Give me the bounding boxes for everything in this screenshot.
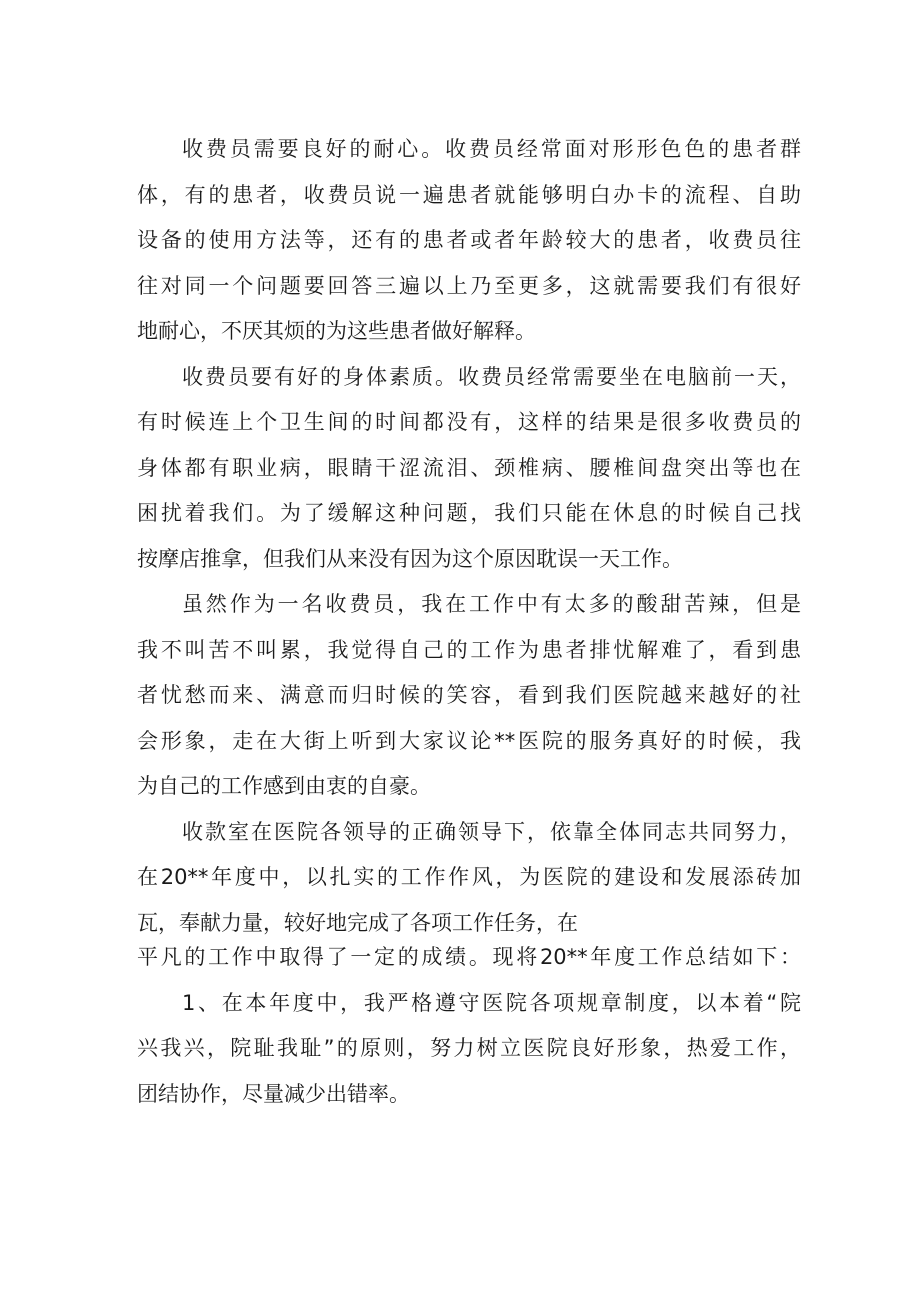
paragraph-line: 者忧愁而来、满意而归时候的笑容，看到我们医院越来越好的社 — [137, 683, 801, 707]
paragraph-line: 我不叫苦不叫累，我觉得自己的工作为患者排忧解难了，看到患 — [137, 637, 801, 662]
paragraph-line: 有时候连上个卫生间的时间都没有，这样的结果是很多收费员的 — [137, 410, 801, 434]
paragraph-line: 困扰着我们。为了缓解这种问题，我们只能在休息的时候自己找 — [137, 501, 801, 525]
paragraph-line: 身体都有职业病，眼睛干涩流泪、颈椎病、腰椎间盘突出等也在 — [137, 455, 801, 480]
paragraph-line: 在20**年度中，以扎实的工作作风，为医院的建设和发展添砖加 — [137, 865, 801, 889]
paragraph-item-1 — [137, 981, 801, 1118]
paragraph-line: 兴我兴，院耻我耻”的原则，努力树立医院良好形象，热爱工作， — [137, 1036, 801, 1060]
paragraph-annual-summary — [137, 810, 801, 981]
paragraph-line: 团结协作，尽量减少出错率。 — [137, 1081, 410, 1106]
paragraph-line: 按摩店推拿，但我们从来没有因为这个原因耽误一天工作。 — [137, 546, 683, 571]
paragraph-line: 地耐心，不厌其烦的为这些患者做好解释。 — [137, 319, 536, 343]
paragraph-line: 会形象，走在大街上听到大家议论**医院的服务真好的时候，我 — [137, 728, 801, 753]
paragraph-line: 收款室在医院各领导的正确领导下，依靠全体同志共同努力， — [182, 819, 801, 844]
paragraph-line: 收费员需要良好的耐心。收费员经常面对形形色色的患者群 — [182, 137, 801, 161]
document-body — [137, 127, 801, 1117]
paragraph-patience — [137, 127, 801, 355]
paragraph-line: 收费员要有好的身体素质。收费员经常需要坐在电脑前一天， — [182, 364, 801, 389]
paragraph-line: 为自己的工作感到由衷的自豪。 — [137, 774, 431, 798]
paragraph-physical-fitness — [137, 355, 801, 583]
paragraph-line: 瓦，奉献力量，较好地完成了各项工作任务，在 — [137, 910, 578, 935]
paragraph-line: 平凡的工作中取得了一定的成绩。现将20**年度工作总结如下： — [137, 945, 801, 969]
paragraph-pride — [137, 582, 801, 810]
paragraph-line: 体，有的患者，收费员说一遍患者就能够明白办卡的流程、自助 — [137, 182, 801, 207]
paragraph-line: 虽然作为一名收费员，我在工作中有太多的酸甜苦辣，但是 — [182, 592, 801, 616]
paragraph-line: 1、在本年度中，我严格遵守医院各项规章制度，以本着“院 — [182, 990, 801, 1015]
paragraph-line: 设备的使用方法等，还有的患者或者年龄较大的患者，收费员往 — [137, 228, 801, 252]
paragraph-line: 往对同一个问题要回答三遍以上乃至更多，这就需要我们有很好 — [137, 273, 801, 298]
